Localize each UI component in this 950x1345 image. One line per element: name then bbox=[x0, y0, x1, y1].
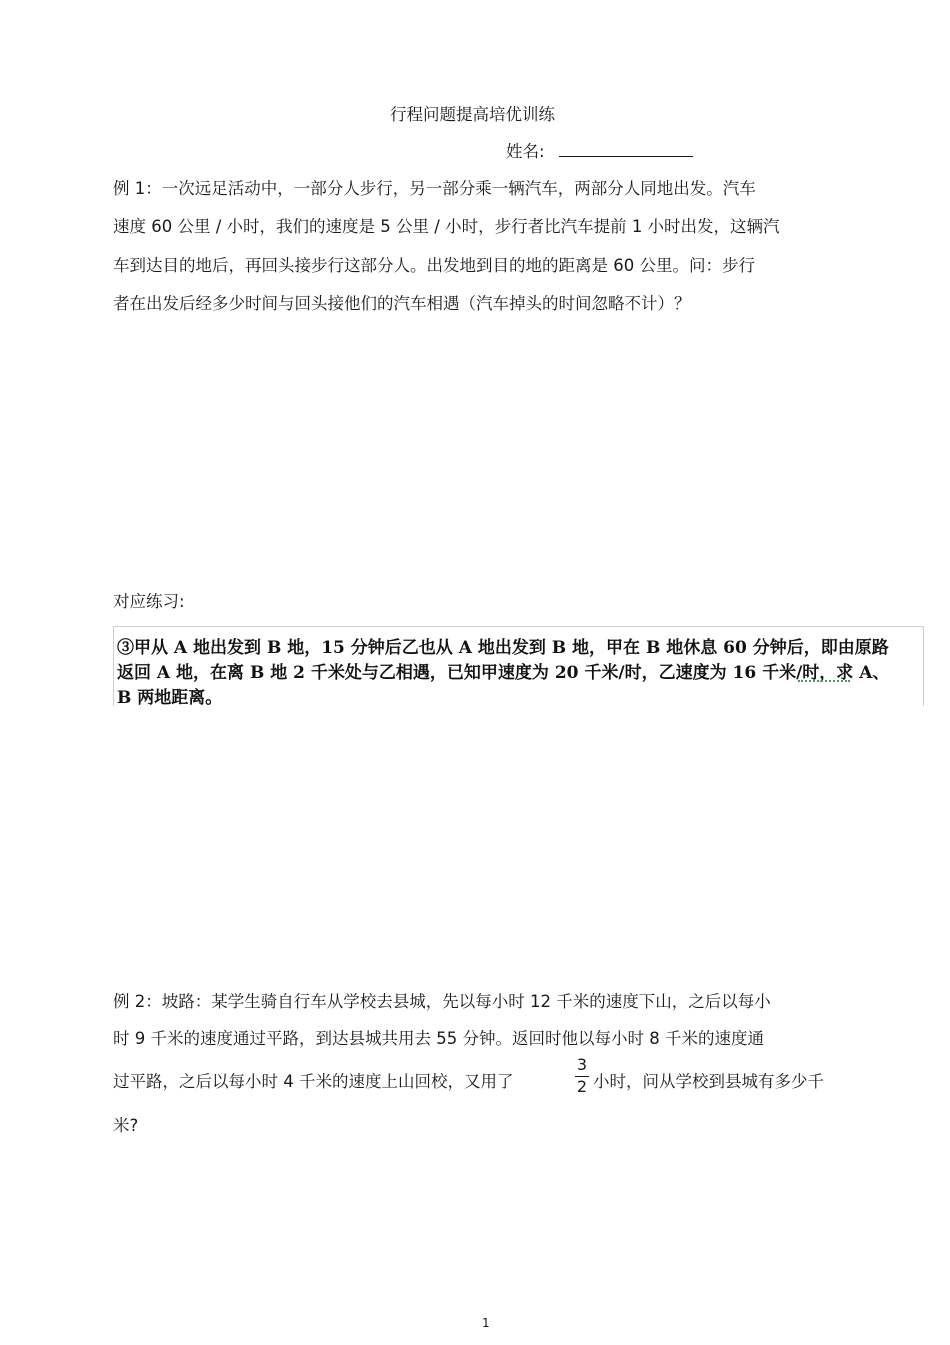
fraction-numerator: 3 bbox=[576, 1055, 588, 1074]
practice-label: 对应练习: bbox=[113, 592, 185, 611]
example-2-line-3: 过平路，之后以每小时 4 千米的速度上山回校，又用了 bbox=[113, 1072, 514, 1091]
fraction-three-halves bbox=[575, 1057, 589, 1095]
practice-line-1: ③甲从 A 地出发到 B 地，15 分钟后乙也从 A 地出发到 B 地，甲在 B 地休息 60 分钟后，即由原路 bbox=[117, 638, 889, 658]
name-blank-line bbox=[559, 142, 693, 157]
name-field bbox=[506, 138, 693, 162]
practice-line-2: 返回 A 地，在离 B 地 2 千米处与乙相遇，已知甲速度为 20 千米/时，乙速度为 16 千米/时，求 A、 bbox=[117, 663, 890, 683]
practice-line-3: B 两地距离。 bbox=[117, 688, 223, 708]
example-1-line-3: 车到达目的地后，再回头接步行这部分人。出发地到目的地的距离是 60 公里。问：步行 bbox=[113, 256, 755, 275]
example-1-line-4: 者在出发后经多少时间与回头接他们的汽车相遇（汽车掉头的时间忽略不计）？ bbox=[113, 294, 691, 313]
example-2-line-4: 米? bbox=[113, 1116, 139, 1135]
page-number: 1 bbox=[482, 1316, 490, 1330]
spellcheck-underline bbox=[798, 676, 850, 682]
example-2-line-3-end: 小时，问从学校到县城有多少千 bbox=[593, 1072, 824, 1091]
example-1-line-2: 速度 60 公里 / 小时，我们的速度是 5 公里 / 小时，步行者比汽车提前 1 小时出发，这辆汽 bbox=[113, 217, 780, 236]
page-title: 行程问题提高培优训练 bbox=[390, 105, 555, 124]
name-label: 姓名: bbox=[506, 142, 545, 161]
example-2-line-1: 例 2：坡路：某学生骑自行车从学校去县城，先以每小时 12 千米的速度下山，之后以每小 bbox=[113, 992, 771, 1011]
fraction-denominator: 2 bbox=[576, 1077, 588, 1096]
example-1-line-1: 例 1：一次远足活动中，一部分人步行，另一部分乘一辆汽车，两部分人同地出发。汽车 bbox=[113, 179, 756, 198]
example-2-line-2: 时 9 千米的速度通过平路，到达县城共用去 55 分钟。返回时他以每小时 8 千米的速度通 bbox=[113, 1029, 764, 1048]
practice-problem-image bbox=[113, 626, 924, 706]
